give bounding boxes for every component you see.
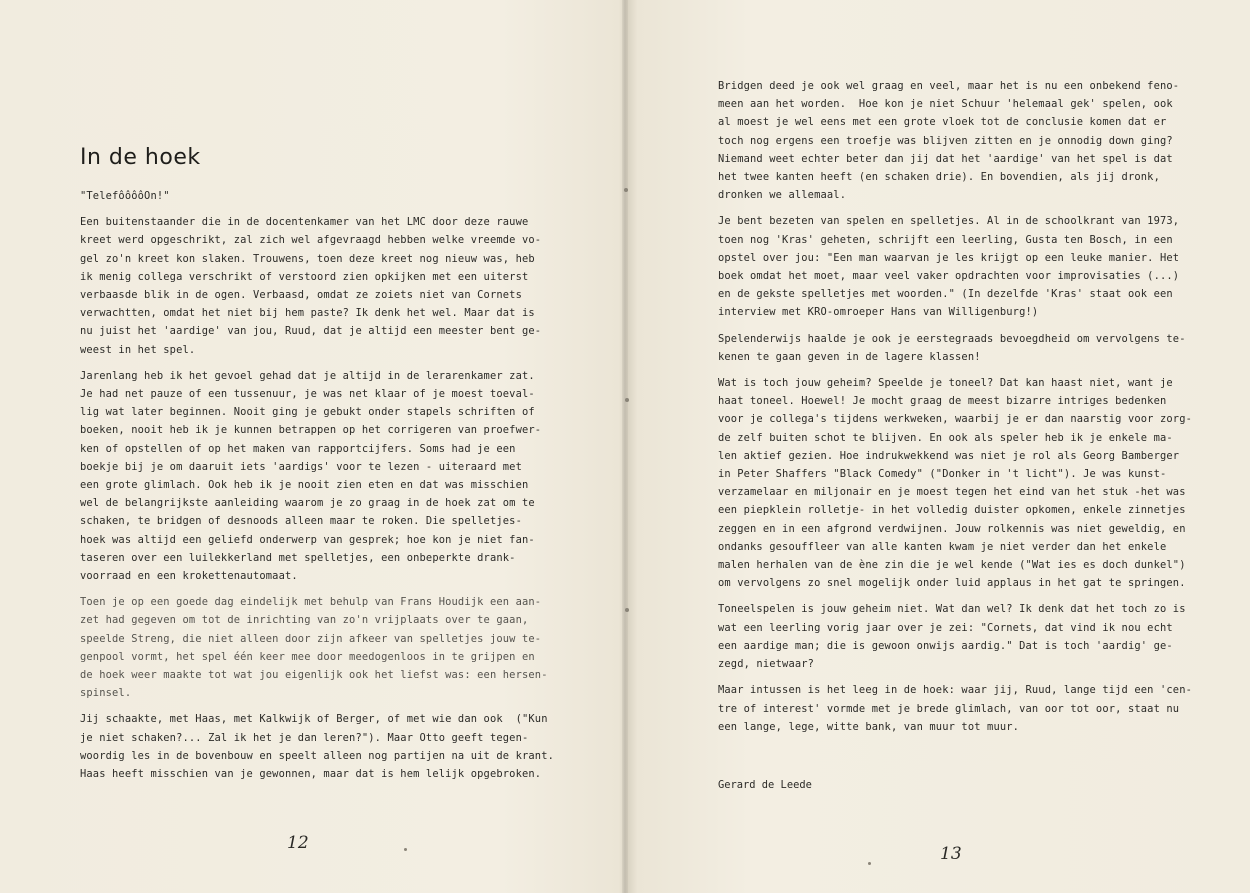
text-line: weest in het spel. (80, 343, 196, 356)
text-line: zet had gegeven om tot de inrichting van zo'n vrijplaats over te gaan, (80, 614, 529, 627)
page-number-right: 13 (940, 844, 962, 864)
text-line: lig wat later beginnen. Nooit ging je gebukt onder stapels schriften of (80, 406, 535, 419)
paragraph (718, 77, 1188, 204)
text-line: en de gekste spelletjes met woorden." (In dezelfde 'Kras' staat ook een (718, 288, 1173, 301)
text-line: een piepklein rolletje- in het volledig duister opkomen, enkele zinnetjes (718, 504, 1186, 517)
text-line: verwachtten, omdat het niet bij hem paste? Ik denk het wel. Maar dat is (80, 307, 535, 320)
right-page-body (718, 77, 1193, 744)
text-line: Jarenlang heb ik het gevoel gehad dat je altijd in de lerarenkamer zat. (80, 369, 535, 382)
text-line: in Peter Shaffers "Black Comedy" ("Donker in 't licht"). Je was kunst- (718, 468, 1167, 481)
text-line: boek omdat het moet, maar veel vaker opdrachten voor improvisaties (...) (718, 270, 1180, 283)
text-line: een lange, lege, witte bank, van muur tot muur. (718, 720, 1020, 733)
text-line: om vervolgens zo snel mogelijk onder luid applaus in het gat te springen. (718, 577, 1186, 590)
article-title: In de hoek (80, 145, 201, 170)
paragraph (80, 593, 548, 702)
paragraph (718, 600, 1188, 673)
paragraph (718, 374, 1193, 592)
text-line: een aardige man; die is gewoon onwijs aardig." Dat is toch 'aardig' ge- (718, 639, 1173, 652)
text-line: dronken we allemaal. (718, 189, 847, 202)
paragraph (80, 187, 535, 205)
text-line: "TelefôôôôOn!" (80, 190, 170, 202)
author-signature: Gerard de Leede (718, 779, 812, 791)
text-line: Maar intussen is het leeg in de hoek: waar jij, Ruud, lange tijd een 'cen- (718, 684, 1193, 697)
left-page-body (80, 187, 555, 791)
text-line: Bridgen deed je ook wel graag en veel, maar het is nu een onbekend feno- (718, 80, 1180, 92)
text-line: voor je collega's tijdens werkweken, waarbij je er dan naarstig voor zorg- (718, 413, 1193, 426)
text-line: schaken, te bridgen of desnoods alleen maar te roken. Die spelletjes- (80, 515, 522, 528)
text-line: gel zo'n kreet kon slaken. Trouwens, toen deze kreet nog nieuw was, heb (80, 252, 535, 265)
paragraph (80, 367, 542, 585)
text-line: voorraad en een krokettenautomaat. (80, 570, 298, 583)
text-line: kreet werd opgeschrikt, zal zich wel afgevraagd hebben welke vreemde vo- (80, 234, 542, 247)
left-page (0, 0, 622, 893)
text-line: meen aan het worden. Hoe kon je niet Schuur 'helemaal gek' spelen, ook (718, 98, 1173, 111)
text-line: een grote glimlach. Ook heb ik je nooit zien eten en dat was misschien (80, 479, 529, 492)
paragraph (80, 213, 542, 359)
text-line: het twee kanten heeft (en schaken drie). En bovendien, als jij dronk, (718, 171, 1160, 184)
text-line: opstel over jou: "Een man waarvan je les krijgt op een leuke manier. Het (718, 251, 1180, 264)
text-line: haat toneel. Hoewel! Je mocht graag de meest bizarre intriges bedenken (718, 395, 1167, 408)
text-line: taseren over een luilekkerland met spelletjes, een onbeperkte drank- (80, 551, 516, 564)
text-line: speelde Streng, die niet alleen door zijn afkeer van spelletjes jouw te- (80, 632, 542, 645)
paragraph (718, 681, 1193, 736)
paragraph (80, 710, 555, 783)
text-line: de hoek weer maakte tot wat jou eigenlijk ook het liefst was: een hersen- (80, 669, 548, 682)
text-line: toen nog 'Kras' geheten, schrijft een leerling, Gusta ten Bosch, in een (718, 233, 1173, 246)
text-line: Spelenderwijs haalde je ook je eerstegraads bevoegdheid om vervolgens te- (718, 332, 1186, 345)
text-line: Je had net pauze of een tussenuur, je was net klaar of je moest toeval- (80, 388, 535, 401)
text-line: Een buitenstaander die in de docentenkamer van het LMC door deze rauwe (80, 216, 529, 229)
text-line: verzamelaar en miljonair en je moest tegen het eind van het stuk -het was (718, 486, 1186, 499)
page-number-left: 12 (287, 833, 309, 853)
text-line: Je bent bezeten van spelen en spelletjes. Al in de schoolkrant van 1973, (718, 215, 1180, 228)
text-line: genpool vormt, het spel één keer mee door meedogenloos in te grijpen en (80, 650, 535, 663)
paper-speck (625, 398, 629, 402)
paragraph (718, 212, 1188, 321)
text-line: zegd, nietwaar? (718, 658, 815, 671)
text-line: zeggen en in een afgrond verdwijnen. Jouw rolkennis was niet geweldig, en (718, 522, 1186, 535)
text-line: boekje bij je om daaruit iets 'aardigs' voor te lezen - uiteraard met (80, 460, 522, 473)
text-line: interview met KRO-omroeper Hans van Willigenburg!) (718, 306, 1039, 319)
text-line: nu juist het 'aardige' van jou, Ruud, dat je altijd een meester bent ge- (80, 325, 542, 338)
text-line: Toen je op een goede dag eindelijk met behulp van Frans Houdijk een aan- (80, 596, 542, 609)
text-line: ken of opstellen of op het maken van rapportcijfers. Soms had je een (80, 442, 516, 455)
text-line: al moest je wel eens met een grote vloek tot de conclusie komen dat er (718, 116, 1167, 129)
text-line: toch nog ergens een troefje was blijven zitten en je onnodig down ging? (718, 134, 1173, 147)
paper-speck (625, 608, 629, 612)
text-line: woordig les in de bovenbouw en speelt alleen nog partijen na uit de krant. (80, 749, 555, 762)
text-line: verbaasde blik in de ogen. Verbaasd, omdat ze zoiets niet van Cornets (80, 289, 522, 302)
text-line: kenen te gaan geven in de lagere klassen! (718, 350, 981, 363)
text-line: de zelf buiten schot te blijven. En ook als speler heb ik je enkele ma- (718, 431, 1173, 444)
text-line: Toneelspelen is jouw geheim niet. Wat dan wel? Ik denk dat het toch zo is (718, 603, 1186, 616)
text-line: Haas heeft misschien van je gewonnen, maar dat is hem lelijk opgebroken. (80, 768, 542, 781)
right-page (628, 0, 1250, 893)
paper-speck (868, 862, 871, 865)
paragraph (718, 330, 1188, 366)
text-line: wat een leerling vorig jaar over je zei: "Cornets, dat vind ik nou echt (718, 621, 1173, 634)
text-line: boeken, nooit heb ik je kunnen betrappen op het corrigeren van proefwer- (80, 424, 542, 437)
text-line: wel de belangrijkste aanleiding waarom je zo graag in de hoek zat om te (80, 497, 535, 510)
paper-speck (404, 848, 407, 851)
text-line: ik menig collega verschrikt of verstoord zien opkijken met een uiterst (80, 270, 529, 283)
text-line: Niemand weet echter beter dan jij dat het 'aardige' van het spel is dat (718, 152, 1173, 165)
text-line: spinsel. (80, 687, 132, 700)
text-line: Jij schaakte, met Haas, met Kalkwijk of Berger, of met wie dan ook ("Kun (80, 713, 548, 726)
text-line: tre of interest' vormde met je brede glimlach, van oor tot oor, staat nu (718, 702, 1180, 715)
text-line: Wat is toch jouw geheim? Speelde je toneel? Dat kan haast niet, want je (718, 377, 1173, 390)
text-line: ondanks gesouffleer van alle kanten kwam je niet verder dan het enkele (718, 540, 1167, 553)
text-line: malen herhalen van de ène zin die je wel kende ("Wat ies es doch dunkel") (718, 559, 1186, 572)
paper-speck (624, 188, 628, 192)
text-line: hoek was altijd een geliefd onderwerp van gesprek; hoe kon je niet fan- (80, 533, 535, 546)
text-line: len aktief gezien. Hoe indrukwekkend was niet je rol als Georg Bamberger (718, 449, 1180, 462)
text-line: je niet schaken?... Zal ik het je dan leren?"). Maar Otto geeft tegen- (80, 731, 529, 744)
